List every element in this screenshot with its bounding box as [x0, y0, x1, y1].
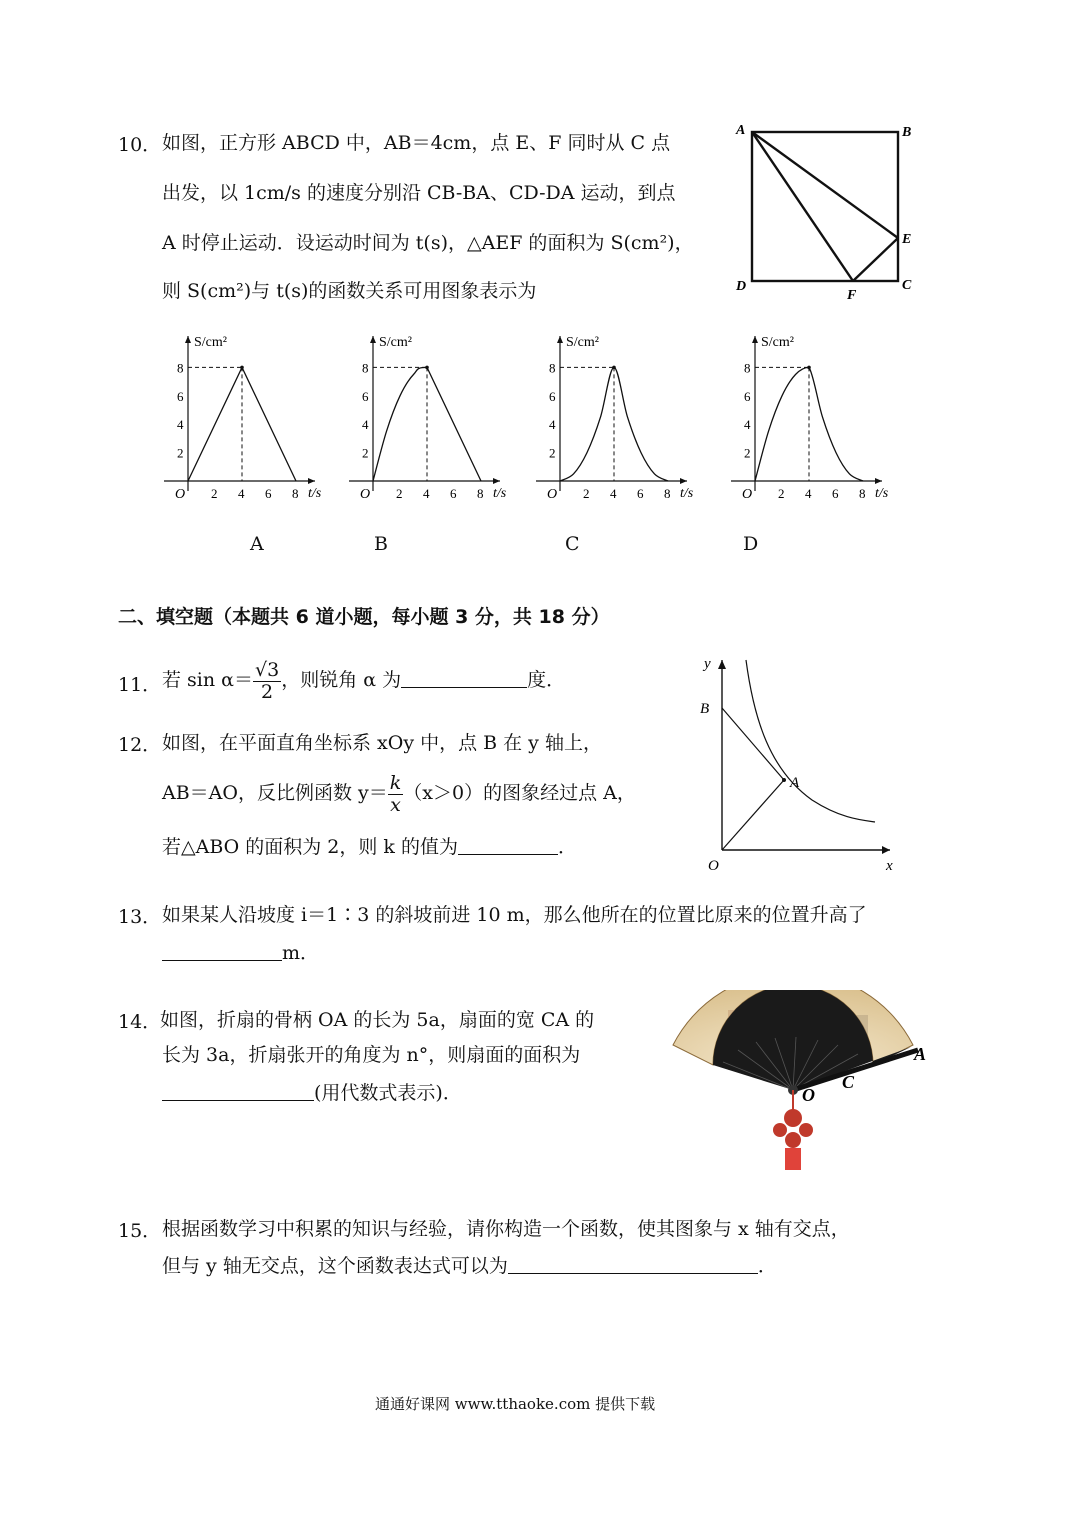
option-a: A	[250, 533, 264, 555]
q12-number: 12．	[118, 734, 162, 756]
q12-frac-den: x	[390, 793, 401, 816]
y-axis-label: S/cm²	[761, 335, 794, 350]
x-tick-label: 8	[859, 486, 866, 501]
q11-fraction	[253, 660, 281, 703]
y-tick-label: 2	[744, 445, 751, 461]
q11-suffix: 度．	[527, 669, 566, 691]
label-d: D	[736, 279, 747, 294]
q11-text	[162, 650, 565, 710]
q12-line1: 如图，在平面直角坐标系 xOy 中，点 B 在 y 轴上，	[162, 732, 602, 754]
q14-line3-end: (用代数式表示)．	[314, 1082, 462, 1104]
q11-answer-blank[interactable]	[401, 669, 527, 688]
y-axis-label: S/cm²	[379, 335, 412, 350]
y-tick-label: 4	[744, 417, 751, 433]
q10-line2: 出发，以 1cm/s 的速度分别沿 CB-BA、CD-DA 运动，到点	[162, 182, 676, 204]
q15-line1: 根据函数学习中积累的知识与经验，请你构造一个函数，使其图象与 x 轴有交点，	[162, 1218, 850, 1240]
peak-point	[612, 366, 616, 370]
x-axis-arrow	[875, 478, 882, 484]
x-tick-label: 6	[832, 486, 839, 501]
x-tick-label: 4	[423, 486, 430, 501]
q11-frac-den: 2	[261, 680, 274, 703]
x-tick-label: 4	[805, 486, 812, 501]
x-tick-label: 2	[778, 486, 785, 501]
y-axis-arrow	[557, 336, 563, 343]
peak-point	[425, 366, 429, 370]
y-tick-label: 6	[744, 388, 751, 404]
x-axis-label: t/s	[875, 486, 889, 501]
peak-point	[240, 366, 244, 370]
x-axis-arrow	[308, 478, 315, 484]
y-tick-label: 6	[362, 388, 369, 404]
origin-label: O	[742, 487, 753, 502]
origin-label: O	[547, 487, 558, 502]
q12-answer-blank[interactable]	[458, 836, 558, 855]
y-axis-arrow	[185, 336, 191, 343]
q10-line3: A 时停止运动．设运动时间为 t(s)，△AEF 的面积为 S(cm²)，	[162, 232, 694, 254]
peak-point	[807, 366, 811, 370]
x-tick-label: 2	[396, 486, 403, 501]
folding-fan-image	[668, 990, 938, 1175]
q14-answer-blank[interactable]	[162, 1082, 314, 1101]
y-axis-label: S/cm²	[194, 335, 227, 350]
y-tick-label: 8	[549, 360, 556, 376]
q13-answer-blank[interactable]	[162, 942, 282, 961]
q12-line2-post: （x＞0）的图象经过点 A，	[403, 782, 636, 804]
q11-number: 11．	[118, 674, 162, 696]
label-b: B	[902, 125, 912, 140]
option-d: D	[743, 533, 759, 555]
x-tick-label: 8	[664, 486, 671, 501]
q12-line3-end: ．	[558, 836, 578, 858]
y-tick-label: 8	[362, 360, 369, 376]
option-c: C	[565, 533, 580, 555]
q14-line1: 如图，折扇的骨柄 OA 的长为 5a，扇面的宽 CA 的	[160, 1009, 595, 1031]
q12-line3	[162, 834, 577, 860]
axis-y-label: y	[704, 656, 711, 672]
x-tick-label: 2	[211, 486, 218, 501]
x-tick-label: 4	[610, 486, 617, 501]
x-axis-label: t/s	[680, 486, 694, 501]
footer-text: 通通好课网 www.tthaoke.com 提供下载	[375, 1395, 656, 1413]
q10-line1: 如图，正方形 ABCD 中，AB＝4cm，点 E、F 同时从 C 点	[162, 132, 671, 154]
y-tick-label: 2	[177, 445, 184, 461]
x-tick-label: 6	[265, 486, 272, 501]
y-tick-label: 6	[549, 388, 556, 404]
q10-number: 10．	[118, 134, 162, 156]
q14-number: 14．	[118, 1011, 162, 1033]
q12-line2-pre: AB＝AO，反比例函数 y＝	[162, 782, 388, 804]
point-a-label: A	[790, 775, 800, 791]
q12-line2	[162, 768, 636, 818]
x-tick-label: 6	[637, 486, 644, 501]
label-c: C	[902, 278, 912, 293]
y-axis-arrow	[370, 336, 376, 343]
y-tick-label: 4	[177, 417, 184, 433]
y-tick-label: 8	[744, 360, 751, 376]
y-tick-label: 2	[549, 445, 556, 461]
x-axis-label: t/s	[308, 486, 322, 501]
q15-line2-text: 但与 y 轴无交点，这个函数表达式可以为	[162, 1255, 508, 1277]
label-a: A	[736, 123, 746, 138]
q12-line3-text: 若△ABO 的面积为 2，则 k 的值为	[162, 836, 458, 858]
fan-label-a: A	[914, 1044, 927, 1064]
q13-line2-end: m．	[282, 942, 320, 964]
q14-line3	[162, 1080, 462, 1106]
coordinate-figure	[690, 650, 905, 880]
q14-line2: 长为 3a，折扇张开的角度为 n°，则扇面的面积为	[162, 1044, 581, 1066]
x-axis-arrow	[680, 478, 687, 484]
x-tick-label: 8	[477, 486, 484, 501]
y-tick-label: 4	[362, 417, 369, 433]
q13-line1: 如果某人沿坡度 i＝1∶3 的斜坡前进 10 m，那么他所在的位置比原来的位置升高了	[162, 904, 867, 926]
q11-middle: ，则锐角 α 为	[281, 669, 402, 691]
q11-prefix: 若 sin α＝	[162, 669, 253, 691]
fan-label-c: C	[842, 1072, 855, 1092]
q10-line4: 则 S(cm²)与 t(s)的函数关系可用图象表示为	[162, 280, 537, 302]
q12-frac-num: k	[389, 771, 402, 794]
q15-answer-blank[interactable]	[508, 1255, 758, 1274]
x-axis-label: t/s	[493, 486, 507, 501]
q15-number: 15．	[118, 1220, 162, 1242]
graph-d	[727, 328, 902, 513]
q15-line2	[162, 1253, 777, 1279]
origin-label: O	[708, 858, 719, 874]
y-axis-label: S/cm²	[566, 335, 599, 350]
fan-label-o: O	[802, 1085, 815, 1105]
y-tick-label: 8	[177, 360, 184, 376]
y-tick-label: 2	[362, 445, 369, 461]
q15-line2-end: ．	[757, 1255, 777, 1277]
origin-label: O	[175, 487, 186, 502]
label-f: F	[847, 288, 857, 303]
square-figure	[728, 118, 928, 308]
y-tick-label: 6	[177, 388, 184, 404]
q11-frac-num: √3	[254, 658, 280, 681]
point-b-label: B	[700, 701, 710, 717]
graph-a	[160, 328, 335, 513]
origin-label: O	[360, 487, 371, 502]
x-tick-label: 2	[583, 486, 590, 501]
q13-number: 13．	[118, 906, 162, 928]
graph-b	[345, 328, 520, 513]
x-tick-label: 6	[450, 486, 457, 501]
section-heading: 二、填空题（本题共 6 道小题，每小题 3 分，共 18 分）	[118, 606, 610, 628]
label-e: E	[902, 232, 912, 247]
option-b: B	[374, 533, 388, 555]
y-tick-label: 4	[549, 417, 556, 433]
q13-line2	[162, 940, 319, 966]
y-axis-arrow	[752, 336, 758, 343]
x-tick-label: 4	[238, 486, 245, 501]
graph-c	[532, 328, 717, 513]
x-tick-label: 8	[292, 486, 299, 501]
q12-fraction	[388, 773, 404, 816]
axis-x-label: x	[886, 858, 893, 874]
x-axis-arrow	[493, 478, 500, 484]
